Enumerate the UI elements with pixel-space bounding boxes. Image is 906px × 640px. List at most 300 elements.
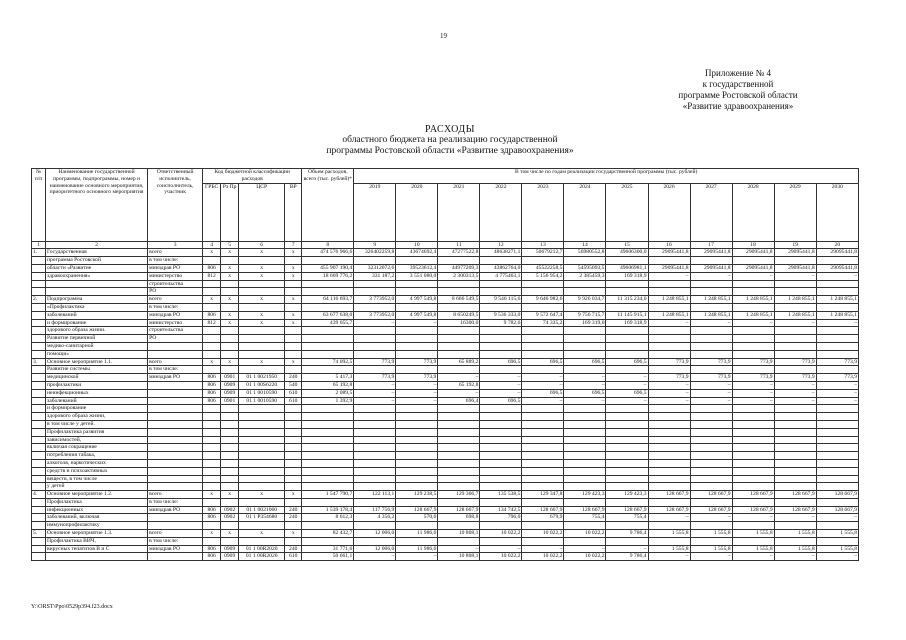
row-year-value (564, 342, 606, 350)
row-year-value (564, 467, 606, 475)
row-csr (239, 288, 285, 296)
row-year-value: 45522258,5 (522, 264, 564, 272)
row-year-value: 679,9 (522, 514, 564, 522)
row-vr: x (285, 491, 302, 499)
row-year-value (564, 280, 606, 288)
row-number (32, 545, 46, 553)
row-total (302, 444, 354, 452)
row-vr (285, 522, 302, 530)
row-rzpr (221, 405, 239, 413)
row-year-value: 10 022,2 (480, 530, 522, 538)
row-total: 74 092,5 (302, 358, 354, 366)
row-name: области «Развитие (46, 264, 148, 272)
row-number (32, 405, 46, 413)
row-executor (148, 553, 203, 561)
row-vr: x (285, 358, 302, 366)
row-csr (239, 444, 285, 452)
row-vr: 610 (285, 553, 302, 561)
row-executor: строительства (148, 280, 203, 288)
row-executor: министерство (148, 272, 203, 280)
row-csr (239, 342, 285, 350)
row-year-value (480, 452, 522, 460)
column-number: 2 (46, 241, 148, 249)
row-executor (148, 522, 203, 530)
row-year-value (690, 327, 732, 335)
row-executor (148, 381, 203, 389)
row-year-value: 10 022,2 (522, 553, 564, 561)
row-vr (285, 335, 302, 343)
row-executor (148, 413, 203, 421)
row-year-value (774, 452, 816, 460)
row-year-value (480, 436, 522, 444)
row-year-value (396, 327, 438, 335)
row-year-value (606, 327, 648, 335)
row-year-value (564, 327, 606, 335)
row-year-value (606, 413, 648, 421)
row-year-value: 169 318,9 (606, 272, 648, 280)
row-year-value (774, 483, 816, 491)
row-year-value: 48638271,1 (480, 249, 522, 257)
row-grbs (203, 498, 221, 506)
row-year-value: 696,5 (522, 389, 564, 397)
row-year-value (354, 413, 396, 421)
row-vr (285, 288, 302, 296)
row-year-value: 39523612,4 (396, 264, 438, 272)
row-year-value (690, 366, 732, 374)
row-year-value (648, 452, 690, 460)
row-year-value: 10 808,1 (438, 530, 480, 538)
row-rzpr (221, 327, 239, 335)
header-year: 2030 (816, 183, 858, 241)
row-year-value (564, 335, 606, 343)
row-grbs: 806 (203, 381, 221, 389)
row-year-value (816, 335, 858, 343)
row-year-value: 1 555,8 (648, 530, 690, 538)
row-grbs (203, 327, 221, 335)
row-executor: минздрав РО (148, 264, 203, 272)
row-year-value (690, 537, 732, 545)
row-year-value (732, 335, 774, 343)
row-year-value: 4 775463,1 (480, 272, 522, 280)
row-year-value (648, 522, 690, 530)
row-csr (239, 483, 285, 491)
row-year-value: – (774, 389, 816, 397)
row-year-value (438, 335, 480, 343)
row-year-value (690, 257, 732, 265)
row-vr (285, 537, 302, 545)
row-year-value (396, 459, 438, 467)
row-year-value (774, 475, 816, 483)
row-year-value (438, 459, 480, 467)
row-number (32, 537, 46, 545)
row-csr (239, 405, 285, 413)
row-year-value (480, 420, 522, 428)
row-year-value: – (480, 381, 522, 389)
row-year-value (648, 467, 690, 475)
row-year-value (396, 342, 438, 350)
row-year-value (438, 537, 480, 545)
row-year-value (354, 405, 396, 413)
header-year: 2026 (648, 183, 690, 241)
row-grbs (203, 436, 221, 444)
row-year-value (564, 452, 606, 460)
row-year-value: 9 536 333,0 (480, 311, 522, 319)
row-number (32, 303, 46, 311)
row-year-value (396, 522, 438, 530)
row-vr (285, 257, 302, 265)
row-year-value: 11 986,6 (396, 530, 438, 538)
row-year-value: – (480, 545, 522, 553)
row-grbs (203, 467, 221, 475)
row-csr (239, 452, 285, 460)
row-year-value (606, 335, 648, 343)
row-year-value: – (564, 545, 606, 553)
row-year-value (522, 467, 564, 475)
row-year-value: 4 997 549,8 (396, 296, 438, 304)
row-year-value: – (354, 389, 396, 397)
row-year-value: – (774, 553, 816, 561)
row-year-value: – (732, 389, 774, 397)
row-year-value (480, 475, 522, 483)
row-year-value (648, 428, 690, 436)
row-csr (239, 467, 285, 475)
row-year-value (732, 475, 774, 483)
row-executor (148, 350, 203, 358)
row-executor (148, 389, 203, 397)
row-vr (285, 342, 302, 350)
row-name: медико-санитарной (46, 342, 148, 350)
row-year-value (816, 327, 858, 335)
row-year-value (732, 405, 774, 413)
row-year-value: – (690, 319, 732, 327)
row-year-value (354, 257, 396, 265)
table-row (32, 389, 859, 397)
row-executor: в том числе: (148, 366, 203, 374)
row-year-value (774, 522, 816, 530)
row-year-value (816, 280, 858, 288)
row-total: 1 547 790,7 (302, 491, 354, 499)
header-year: 2025 (606, 183, 648, 241)
column-number: 18 (732, 241, 774, 249)
row-vr: 240 (285, 506, 302, 514)
header-total: Объем расходов, всего (тыс. рублей)* (302, 169, 354, 242)
row-year-value: – (816, 389, 858, 397)
row-number (32, 553, 46, 561)
row-csr: x (239, 358, 285, 366)
row-vr (285, 303, 302, 311)
row-year-value: 117 756,9 (354, 506, 396, 514)
row-rzpr (221, 483, 239, 491)
row-year-value (606, 459, 648, 467)
row-year-value (690, 452, 732, 460)
row-year-value (564, 537, 606, 545)
table-row (32, 366, 859, 374)
row-year-value (522, 475, 564, 483)
row-year-value (522, 257, 564, 265)
row-year-value (480, 342, 522, 350)
row-year-value (354, 342, 396, 350)
row-total: 455 907 190,4 (302, 264, 354, 272)
row-year-value (690, 288, 732, 296)
row-vr: x (285, 272, 302, 280)
row-executor: РО (148, 288, 203, 296)
row-grbs: x (203, 491, 221, 499)
row-vr (285, 327, 302, 335)
row-grbs (203, 420, 221, 428)
row-number (32, 327, 46, 335)
row-year-value (648, 366, 690, 374)
row-year-value (774, 436, 816, 444)
row-year-value (522, 303, 564, 311)
row-rzpr: x (221, 249, 239, 257)
row-rzpr (221, 288, 239, 296)
row-year-value (648, 335, 690, 343)
row-year-value: 128 667,9 (522, 506, 564, 514)
row-year-value: 1 248 855,1 (690, 296, 732, 304)
appendix-line: Приложение № 4 (705, 68, 771, 78)
table-row (32, 358, 859, 366)
header-year: 2023 (522, 183, 564, 241)
row-year-value: – (648, 381, 690, 389)
row-rzpr (221, 452, 239, 460)
row-grbs (203, 483, 221, 491)
row-rzpr: x (221, 530, 239, 538)
row-year-value: 773,9 (774, 374, 816, 382)
row-year-value: – (648, 397, 690, 405)
column-number: 10 (396, 241, 438, 249)
row-year-value (480, 288, 522, 296)
row-name: профилактики (46, 381, 148, 389)
row-total (302, 280, 354, 288)
row-year-value: – (396, 397, 438, 405)
row-year-value (606, 405, 648, 413)
row-total: 8 612,3 (302, 514, 354, 522)
row-year-value: 49606300,0 (606, 249, 648, 257)
row-csr (239, 257, 285, 265)
row-year-value: 128 667,9 (774, 506, 816, 514)
row-year-value: 129 347,8 (522, 491, 564, 499)
column-number: 13 (522, 241, 564, 249)
row-executor: всего (148, 249, 203, 257)
row-executor: в том числе: (148, 303, 203, 311)
row-total: 2 089,5 (302, 389, 354, 397)
row-number (32, 467, 46, 475)
row-year-value (354, 444, 396, 452)
row-vr (285, 350, 302, 358)
row-total: 1 392,9 (302, 397, 354, 405)
row-csr: x (239, 311, 285, 319)
row-year-value (816, 436, 858, 444)
row-year-value (690, 428, 732, 436)
row-year-value: 1 555,8 (732, 545, 774, 553)
row-year-value (438, 522, 480, 530)
table-row (32, 249, 859, 257)
row-name: алкоголя, наркотических (46, 459, 148, 467)
row-executor (148, 475, 203, 483)
row-executor: всего (148, 296, 203, 304)
row-vr: x (285, 319, 302, 327)
row-year-value (438, 350, 480, 358)
row-rzpr (221, 436, 239, 444)
row-year-value: – (480, 374, 522, 382)
row-year-value (816, 405, 858, 413)
row-year-value: – (774, 514, 816, 522)
table-row (32, 491, 859, 499)
row-csr (239, 280, 285, 288)
row-vr: 240 (285, 374, 302, 382)
row-executor: всего (148, 530, 203, 538)
row-year-value: 9 572 647,4 (522, 311, 564, 319)
header-year: 2021 (438, 183, 480, 241)
row-name: неинфекционных (46, 389, 148, 397)
row-rzpr (221, 366, 239, 374)
row-year-value (732, 483, 774, 491)
row-year-value (648, 303, 690, 311)
row-year-value (564, 350, 606, 358)
column-number: 14 (564, 241, 606, 249)
row-year-value (564, 405, 606, 413)
row-name: помощи» (46, 350, 148, 358)
table-row (32, 530, 859, 538)
row-rzpr: x (221, 296, 239, 304)
header-year: 2020 (396, 183, 438, 241)
row-year-value: 11 315 234,0 (606, 296, 648, 304)
row-csr (239, 475, 285, 483)
row-year-value: 773,9 (816, 358, 858, 366)
row-year-value: 4 356,2 (354, 514, 396, 522)
row-year-value: – (438, 389, 480, 397)
row-year-value: 29095441,8 (648, 264, 690, 272)
row-year-value (438, 366, 480, 374)
row-year-value (438, 420, 480, 428)
row-year-value (690, 420, 732, 428)
row-year-value (606, 483, 648, 491)
row-year-value: 134 742,5 (480, 506, 522, 514)
row-vr (285, 444, 302, 452)
row-executor: минздрав РО (148, 506, 203, 514)
row-year-value (732, 459, 774, 467)
row-year-value (480, 413, 522, 421)
row-rzpr (221, 342, 239, 350)
row-executor: строительства (148, 327, 203, 335)
row-year-value: 1 248 855,1 (816, 311, 858, 319)
row-vr: 610 (285, 389, 302, 397)
row-year-value: – (354, 381, 396, 389)
row-grbs (203, 405, 221, 413)
table-row (32, 444, 859, 452)
row-year-value (354, 350, 396, 358)
table-row (32, 483, 859, 491)
row-grbs: 806 (203, 397, 221, 405)
row-rzpr: x (221, 264, 239, 272)
row-year-value (774, 257, 816, 265)
row-year-value (732, 428, 774, 436)
row-year-value: 331 187,2 (354, 272, 396, 280)
row-year-value (816, 498, 858, 506)
row-number (32, 444, 46, 452)
row-year-value (732, 537, 774, 545)
row-year-value: – (690, 272, 732, 280)
row-year-value: 32312072,6 (354, 264, 396, 272)
row-year-value: 29095441,8 (690, 249, 732, 257)
row-year-value (396, 475, 438, 483)
row-vr: 610 (285, 397, 302, 405)
row-csr: x (239, 491, 285, 499)
row-year-value (354, 483, 396, 491)
row-csr: x (239, 530, 285, 538)
row-year-value (522, 452, 564, 460)
row-year-value (564, 366, 606, 374)
row-year-value: 9 786,4 (606, 530, 648, 538)
row-rzpr (221, 413, 239, 421)
row-grbs: x (203, 530, 221, 538)
row-year-value: – (690, 514, 732, 522)
title-sub: программы Ростовской области «Развитие здравоохранения» (326, 146, 574, 156)
row-number (32, 522, 46, 530)
row-rzpr (221, 459, 239, 467)
row-number: 5. (32, 530, 46, 538)
row-year-value (354, 475, 396, 483)
row-executor (148, 452, 203, 460)
row-year-value (522, 428, 564, 436)
row-year-value (606, 366, 648, 374)
table-row (32, 459, 859, 467)
row-executor (148, 342, 203, 350)
table-row (32, 319, 859, 327)
row-year-value (606, 342, 648, 350)
row-year-value (690, 436, 732, 444)
row-year-value (522, 327, 564, 335)
row-year-value (480, 257, 522, 265)
row-csr (239, 522, 285, 530)
row-year-value: – (816, 272, 858, 280)
row-year-value (648, 288, 690, 296)
row-year-value (438, 342, 480, 350)
row-number (32, 264, 46, 272)
row-year-value: 128 667,9 (690, 491, 732, 499)
row-year-value: 9 786,4 (606, 553, 648, 561)
row-year-value (354, 366, 396, 374)
row-year-value: – (690, 553, 732, 561)
row-total (302, 452, 354, 460)
row-year-value: 29095441,8 (648, 249, 690, 257)
row-executor: министерство (148, 319, 203, 327)
row-year-value: – (648, 319, 690, 327)
row-rzpr (221, 498, 239, 506)
row-year-value: 773,9 (354, 374, 396, 382)
row-year-value (522, 522, 564, 530)
row-grbs: 806 (203, 553, 221, 561)
row-number (32, 428, 46, 436)
row-year-value (564, 413, 606, 421)
row-year-value: 29095441,8 (816, 249, 858, 257)
row-name: Развитие первичной (46, 335, 148, 343)
row-number (32, 459, 46, 467)
row-year-value: 773,9 (732, 358, 774, 366)
row-total: 5 417,3 (302, 374, 354, 382)
row-year-value (354, 467, 396, 475)
row-year-value (606, 452, 648, 460)
row-year-value: 696,5 (606, 358, 648, 366)
row-year-value (522, 280, 564, 288)
row-year-value (522, 436, 564, 444)
row-name: здорового образа жизни, (46, 413, 148, 421)
row-year-value: – (396, 389, 438, 397)
row-name: средств и психоактивных (46, 467, 148, 475)
row-year-value: – (690, 389, 732, 397)
row-name: и формирование (46, 319, 148, 327)
row-year-value (438, 475, 480, 483)
